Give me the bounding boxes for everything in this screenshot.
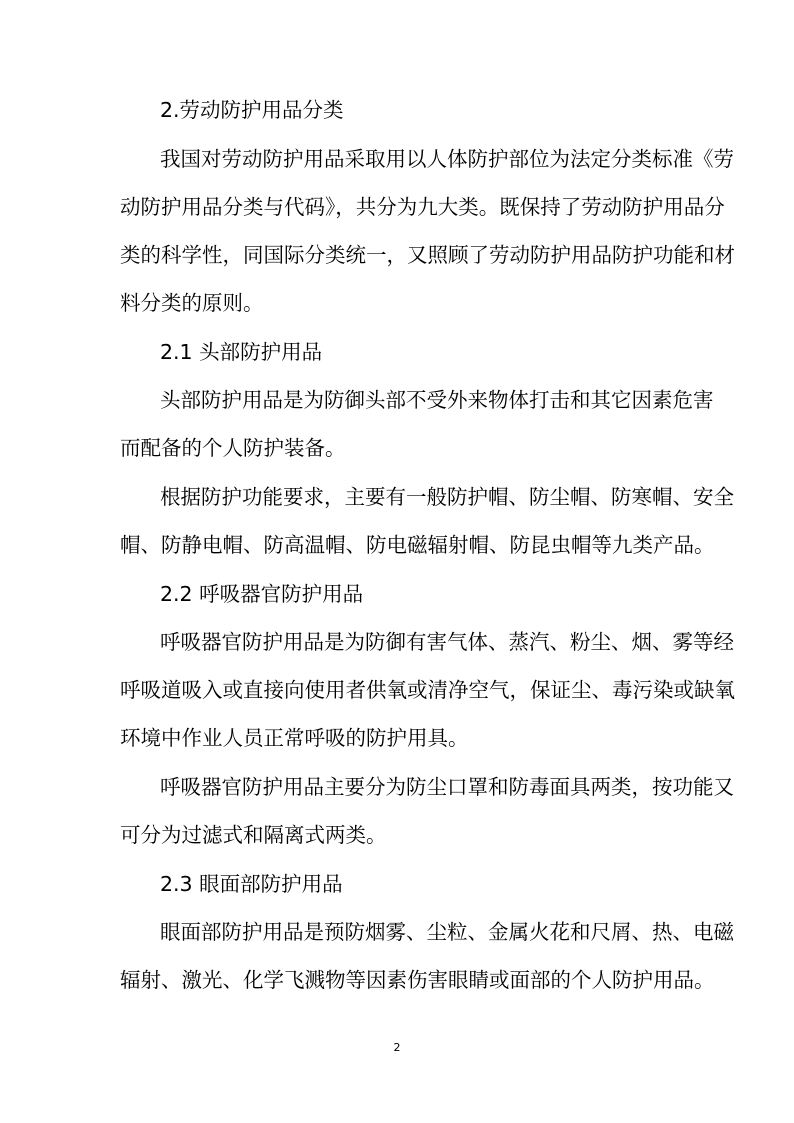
paragraph-line: 我国对劳动防护用品采取用以人体防护部位为法定分类标准《劳 <box>160 147 734 171</box>
paragraph-line: 类的科学性，同国际分类统一，又照顾了劳动防护用品防护功能和材 <box>120 243 735 267</box>
paragraph-line: 眼面部防护用品是预防烟雾、尘粒、金属火花和尺屑、热、电磁 <box>160 920 734 944</box>
section-heading-2-3: 2.3 眼面部防护用品 <box>160 872 343 896</box>
paragraph-line: 辐射、激光、化学飞溅物等因素伤害眼睛或面部的个人防护用品。 <box>120 968 715 992</box>
paragraph-line: 根据防护功能要求，主要有一般防护帽、防尘帽、防寒帽、安全 <box>160 485 734 509</box>
paragraph-line: 料分类的原则。 <box>120 291 264 315</box>
paragraph-line: 头部防护用品是为防御头部不受外来物体打击和其它因素危害 <box>160 388 714 412</box>
paragraph-line: 呼吸器官防护用品是为防御有害气体、蒸汽、粉尘、烟、雾等经 <box>160 630 734 654</box>
page-number: 2 <box>393 1041 401 1054</box>
paragraph-line: 环境中作业人员正常呼吸的防护用具。 <box>120 726 469 750</box>
paragraph-line: 而配备的个人防护装备。 <box>120 436 346 460</box>
section-heading-2: 2.劳动防护用品分类 <box>160 98 344 122</box>
paragraph-line: 可分为过滤式和隔离式两类。 <box>120 823 387 847</box>
section-heading-2-1: 2.1 头部防护用品 <box>160 340 323 364</box>
paragraph-line: 呼吸器官防护用品主要分为防尘口罩和防毒面具两类，按功能又 <box>160 775 734 799</box>
paragraph-line: 动防护用品分类与代码》，共分为九大类。既保持了劳动防护用品分 <box>120 195 725 219</box>
paragraph-line: 帽、防静电帽、防高温帽、防电磁辐射帽、防昆虫帽等九类产品。 <box>120 533 715 557</box>
section-heading-2-2: 2.2 呼吸器官防护用品 <box>160 582 364 606</box>
paragraph-line: 呼吸道吸入或直接向使用者供氧或清净空气，保证尘、毒污染或缺氧 <box>120 678 735 702</box>
